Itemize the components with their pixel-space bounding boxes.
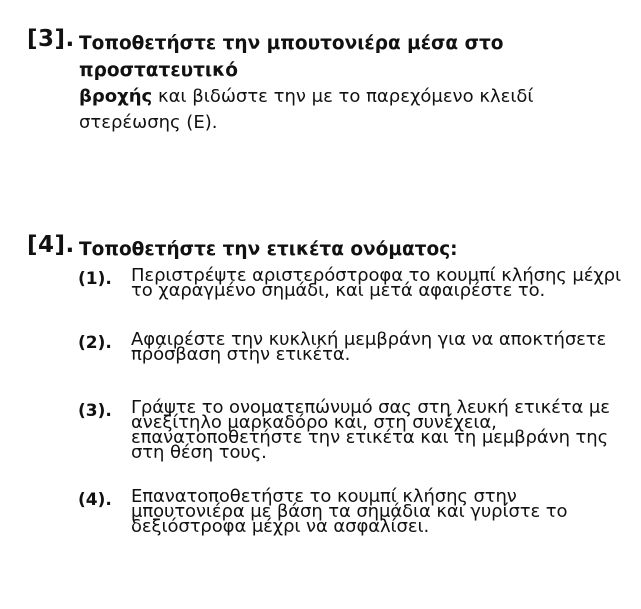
section-3-number: [3]. <box>27 26 75 52</box>
section-3-body-text: και βιδώστε την με το παρεχόμενο κλειδί στερέωσης (Ε). <box>79 86 534 133</box>
step-3-text: Γράψτε το ονοματεπώνυμό σας στη λευκή ετικέτα με ανεξίτηλο μαρκαδόρο και, στη συνέχεια, επανατοποθετήστε την ετικέτα και τη μεμβράνη της στη θέση τους. <box>131 397 610 463</box>
step-4-text: Επανατοποθετήστε το κουμπί κλήσης στην μπουτονιέρα με βάση τα σημάδια και γυρίστε το δεξιόστροφα μέχρι να ασφαλίσει. <box>131 486 568 537</box>
step-1-number: (1). <box>78 269 112 289</box>
step-2-text: Αφαιρέστε την κυκλική μεμβράνη για να αποκτήσετε πρόσβαση στην ετικέτα. <box>131 329 607 365</box>
section-4-number: [4]. <box>27 232 75 258</box>
section-3-body-bold: βροχής <box>79 86 153 107</box>
step-1-text: Περιστρέψτε αριστερόστροφα το κουμπί κλήσης μέχρι το χαραγμένο σημάδι, και μετά αφαιρέστε το. <box>131 265 621 301</box>
section-3-body <box>79 84 619 136</box>
step-3-number: (3). <box>78 401 112 421</box>
step-4-number: (4). <box>78 490 112 510</box>
section-4-title: Τοποθετήστε την ετικέτα ονόματος: <box>79 239 458 260</box>
section-3-title-line2: προστατευτικό <box>79 60 238 81</box>
section-3-title-line1: Τοποθετήστε την μπουτονιέρα μέσα στο <box>79 33 504 54</box>
step-2-number: (2). <box>78 333 112 353</box>
section-3-title <box>79 30 504 84</box>
